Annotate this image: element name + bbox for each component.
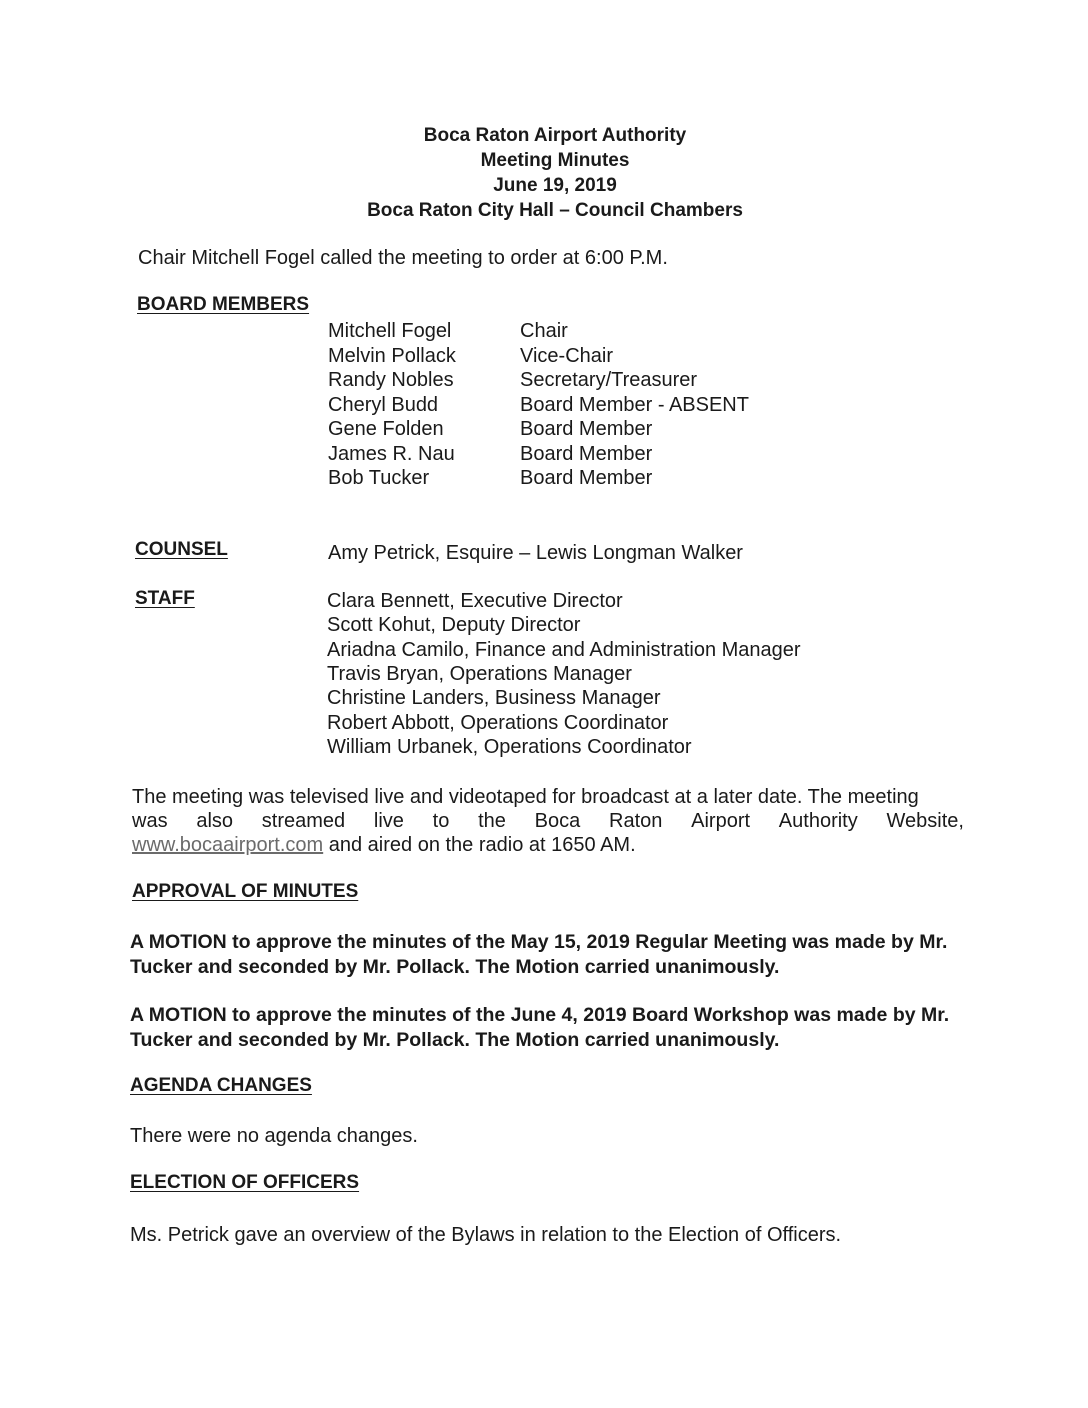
broadcast-line-2 — [132, 810, 964, 833]
website-link[interactable]: www.bocaairport.com — [132, 834, 324, 856]
agenda-changes-heading: AGENDA CHANGES — [130, 1075, 312, 1096]
board-member-role: Board Member — [520, 442, 653, 465]
election-text: Ms. Petrick gave an overview of the Bylaws in relation to the Election of Officers. — [130, 1224, 842, 1246]
call-to-order: Chair Mitchell Fogel called the meeting to order at 6:00 P.M. — [138, 247, 668, 269]
board-member-name: Gene Folden — [328, 418, 444, 440]
broadcast-word: the — [478, 810, 506, 832]
broadcast-word: also — [196, 810, 234, 832]
board-members-heading: BOARD MEMBERS — [137, 294, 310, 315]
meeting-date: June 19, 2019 — [493, 175, 617, 196]
board-member-row — [328, 467, 652, 490]
board-member-row — [328, 443, 652, 466]
staff-member: Travis Bryan, Operations Manager — [327, 662, 632, 685]
board-member-name: Melvin Pollack — [328, 344, 456, 367]
board-member-name: Cheryl Budd — [328, 393, 439, 416]
broadcast-word: Raton — [609, 810, 663, 832]
broadcast-line-3-rest: and aired on the radio at 1650 AM. — [323, 834, 636, 856]
broadcast-line-3 — [132, 834, 636, 857]
motion-2: A MOTION to approve the minutes of the June 4, 2019 Board Workshop was made by Mr. Tucker and seconded by Mr. Pollack. The Motion carried unanimously. — [130, 1004, 950, 1051]
board-member-row — [328, 345, 613, 368]
broadcast-word: Authority — [778, 810, 858, 832]
meeting-location: Boca Raton City Hall – Council Chambers — [367, 200, 743, 221]
broadcast-word: Boca — [534, 810, 581, 832]
election-heading: ELECTION OF OFFICERS — [130, 1172, 360, 1193]
board-member-row — [328, 394, 749, 417]
broadcast-word: streamed — [261, 810, 346, 832]
staff-heading: STAFF — [135, 588, 195, 609]
board-member-role: Secretary/Treasurer — [520, 369, 698, 391]
document-type: Meeting Minutes — [480, 150, 630, 171]
board-member-role: Board Member — [520, 418, 653, 440]
staff-member: Ariadna Camilo, Finance and Administration Manager — [327, 638, 801, 661]
agenda-changes-text: There were no agenda changes. — [130, 1125, 418, 1147]
approval-heading: APPROVAL OF MINUTES — [132, 881, 359, 902]
board-member-role: Board Member — [520, 467, 653, 489]
staff-member: William Urbanek, Operations Coordinator — [327, 735, 692, 758]
board-member-role: Board Member - ABSENT — [520, 393, 749, 416]
board-member-name: Randy Nobles — [328, 369, 454, 391]
counsel-heading: COUNSEL — [135, 539, 228, 560]
board-member-role: Chair — [520, 320, 568, 342]
staff-member: Robert Abbott, Operations Coordinator — [327, 711, 669, 734]
broadcast-word: was — [132, 810, 168, 832]
broadcast-line-1: The meeting was televised live and videotaped for broadcast at a later date. The meeting — [132, 786, 919, 808]
board-member-name: James R. Nau — [328, 442, 455, 465]
board-member-name: Mitchell Fogel — [328, 320, 452, 342]
staff-member: Clara Bennett, Executive Director — [327, 590, 623, 612]
board-member-name: Bob Tucker — [328, 467, 430, 489]
board-member-row — [328, 418, 652, 441]
board-member-row — [328, 320, 568, 343]
staff-member: Scott Kohut, Deputy Director — [327, 614, 581, 637]
motion-1: A MOTION to approve the minutes of the May 15, 2019 Regular Meeting was made by Mr. Tucker and seconded by Mr. Pollack. The Motion carried unanimously. — [130, 931, 948, 978]
broadcast-word: Airport — [691, 810, 751, 832]
counsel-value: Amy Petrick, Esquire – Lewis Longman Walker — [328, 542, 743, 564]
board-member-row — [328, 369, 697, 392]
broadcast-word: live — [373, 810, 404, 832]
org-title: Boca Raton Airport Authority — [423, 125, 687, 146]
broadcast-word: Website, — [886, 810, 964, 832]
staff-member: Christine Landers, Business Manager — [327, 687, 661, 710]
board-member-role: Vice-Chair — [520, 344, 613, 367]
broadcast-word: to — [432, 810, 450, 832]
